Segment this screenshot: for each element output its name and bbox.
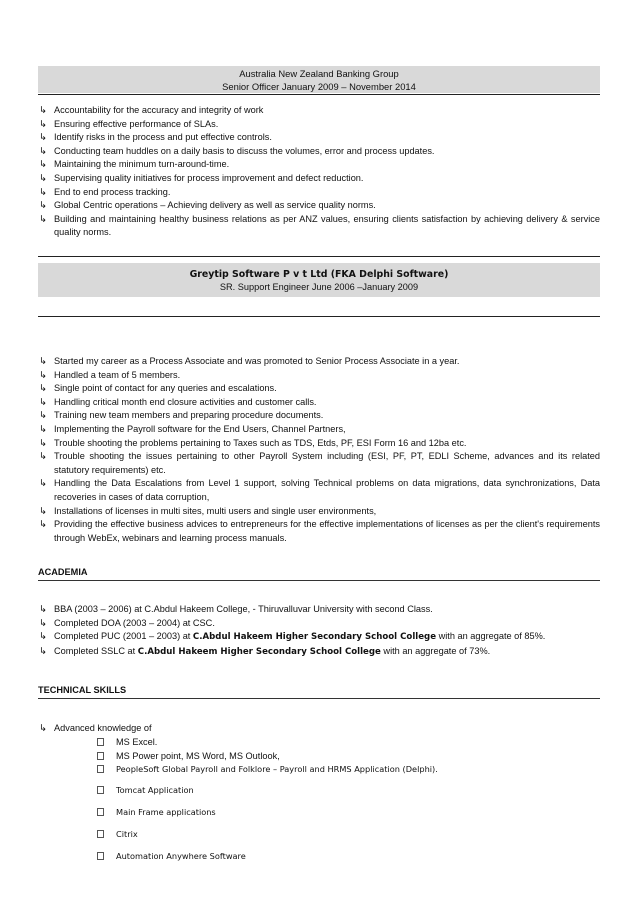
- arrow-bullet-icon: ↳: [39, 145, 47, 157]
- arrow-bullet-icon: ↳: [39, 423, 47, 435]
- arrow-bullet-icon: ↳: [39, 723, 47, 734]
- arrow-bullet-icon: ↳: [39, 159, 47, 171]
- arrow-bullet-icon: ↳: [39, 478, 47, 490]
- anz-role: Senior Officer January 2009 – November 2014: [222, 81, 416, 92]
- skills-sublist-b: [97, 784, 246, 872]
- list-item: ↳ BBA (2003 – 2006) at C.Abdul Hakeem College, - Thiruvalluvar University with second Class.: [39, 604, 433, 615]
- academia-list: [38, 603, 600, 659]
- arrow-bullet-icon: ↳: [39, 396, 47, 408]
- arrow-bullet-icon: ↳: [39, 356, 47, 367]
- arrow-bullet-icon: ↳: [39, 631, 47, 643]
- arrow-bullet-icon: ↳: [39, 519, 47, 531]
- arrow-bullet-icon: ↳: [39, 437, 47, 449]
- square-bullet-icon: [97, 786, 104, 794]
- arrow-bullet-icon: ↳: [39, 172, 47, 184]
- anz-divider: [38, 94, 600, 95]
- list-item: ↳ Handled a team of 5 members.: [39, 369, 181, 381]
- list-item: ↳ Identify risks in the process and put effective controls.: [39, 132, 272, 144]
- arrow-bullet-icon: ↳: [39, 410, 47, 422]
- list-item: ↳ Trouble shooting the issues pertaining to other Payroll System including (ESI, PF, PT, EDLI Scheme, advances and its related statutory requirements) etc.: [39, 451, 600, 475]
- greytip-job-header: [38, 263, 600, 297]
- list-item: ↳ Implementing the Payroll software for the End Users, Channel Partners,: [39, 423, 346, 435]
- list-item: ↳ Started my career as a Process Associate and was promoted to Senior Process Associate in a year.: [39, 356, 460, 367]
- arrow-bullet-icon: ↳: [39, 645, 47, 657]
- academia-heading: ACADEMIA: [38, 567, 600, 581]
- arrow-bullet-icon: ↳: [39, 213, 47, 225]
- sslc-school: C.Abdul Hakeem Higher Secondary School College: [137, 646, 381, 657]
- list-item: ↳ Ensuring effective performance of SLAs.: [39, 118, 219, 130]
- greytip-role: SR. Support Engineer June 2006 –January 2009: [219, 282, 419, 292]
- list-item: ↳ Accountability for the accuracy and integrity of work: [39, 105, 264, 116]
- list-item: ↳ Completed PUC (2001 – 2003) at C.Abdul Hakeem Higher Secondary School College with an aggregate of 85%.: [39, 631, 546, 643]
- anz-responsibilities: [38, 104, 600, 240]
- greytip-bottom-divider: [38, 316, 600, 317]
- list-item: ↳ Trouble shooting the problems pertaining to Taxes such as TDS, Etds, PF, ESI Form 16 and 12ba etc.: [39, 437, 467, 449]
- list-item: ↳ Handling the Data Escalations from Level 1 support, solving Technical problems on data migrations, data synchronizations, Data recoveries in cases of data corruption,: [39, 478, 600, 502]
- arrow-bullet-icon: ↳: [39, 505, 47, 517]
- square-bullet-icon: [97, 738, 104, 746]
- arrow-bullet-icon: ↳: [39, 118, 47, 130]
- square-bullet-icon: [97, 852, 104, 860]
- list-item: ↳ End to end process tracking.: [39, 186, 171, 198]
- list-item: ↳ Supervising quality initiatives for process improvement and defect reduction.: [39, 172, 364, 184]
- list-item: Tomcat Application: [97, 784, 246, 806]
- square-bullet-icon: [97, 752, 104, 760]
- greytip-company: Greytip Software P v t Ltd (FKA Delphi Software): [189, 269, 449, 280]
- list-item: ↳ Building and maintaining healthy business relations as per ANZ values, ensuring clients satisfaction by achieving delivery & service quality norms.: [39, 213, 600, 238]
- arrow-bullet-icon: ↳: [39, 186, 47, 198]
- list-item: ↳ Completed DOA (2003 – 2004) at CSC.: [39, 617, 215, 629]
- list-item: Main Frame applications: [97, 806, 246, 828]
- arrow-bullet-icon: ↳: [39, 369, 47, 381]
- arrow-bullet-icon: ↳: [39, 132, 47, 144]
- puc-school: C.Abdul Hakeem Higher Secondary School College: [192, 632, 437, 643]
- list-item: ↳ Completed SSLC at C.Abdul Hakeem Higher Secondary School College with an aggregate of 73%.: [39, 645, 491, 657]
- anz-company: Australia New Zealand Banking Group: [239, 68, 399, 79]
- anz-job-header: [38, 66, 600, 93]
- greytip-responsibilities: [38, 355, 600, 545]
- list-item: ↳ Single point of contact for any queries and escalations.: [39, 383, 277, 395]
- list-item: ↳ Providing the effective business advices to entrepreneurs for the effective implementations of licenses as per the client's requirements through WebEx, webinars and learning process manuals.: [39, 519, 600, 543]
- technical-skills-heading: TECHNICAL SKILLS: [38, 685, 600, 699]
- list-item: ↳ Global Centric operations – Achieving delivery as well as service quality norms.: [39, 200, 376, 212]
- list-item: MS Power point, MS Word, MS Outlook,: [97, 750, 438, 764]
- list-item: MS Excel.: [97, 736, 438, 750]
- arrow-bullet-icon: ↳: [39, 200, 47, 212]
- list-item: ↳ Conducting team huddles on a daily basis to discuss the volumes, error and process updates.: [39, 145, 435, 157]
- square-bullet-icon: [97, 830, 104, 838]
- arrow-bullet-icon: ↳: [39, 383, 47, 395]
- list-item: ↳ Advanced knowledge of: [39, 723, 152, 734]
- list-item: PeopleSoft Global Payroll and Folklore – Payroll and HRMS Application (Delphi).: [97, 763, 438, 777]
- list-item: Automation Anywhere Software: [97, 850, 246, 872]
- list-item: ↳ Handling critical month end closure activities and customer calls.: [39, 396, 317, 408]
- list-item: ↳ Maintaining the minimum turn-around-time.: [39, 159, 230, 171]
- arrow-bullet-icon: ↳: [39, 105, 47, 116]
- list-item: Citrix: [97, 828, 246, 850]
- list-item: ↳ Training new team members and preparing procedure documents.: [39, 410, 324, 422]
- square-bullet-icon: [97, 765, 104, 773]
- square-bullet-icon: [97, 808, 104, 816]
- skills-intro-list: [38, 722, 600, 736]
- list-item: ↳ Installations of licenses in multi sites, multi users and single user environments,: [39, 505, 377, 517]
- arrow-bullet-icon: ↳: [39, 604, 47, 615]
- greytip-top-divider: [38, 256, 600, 257]
- skills-sublist-a: [97, 736, 438, 777]
- arrow-bullet-icon: ↳: [39, 617, 47, 629]
- arrow-bullet-icon: ↳: [39, 451, 47, 463]
